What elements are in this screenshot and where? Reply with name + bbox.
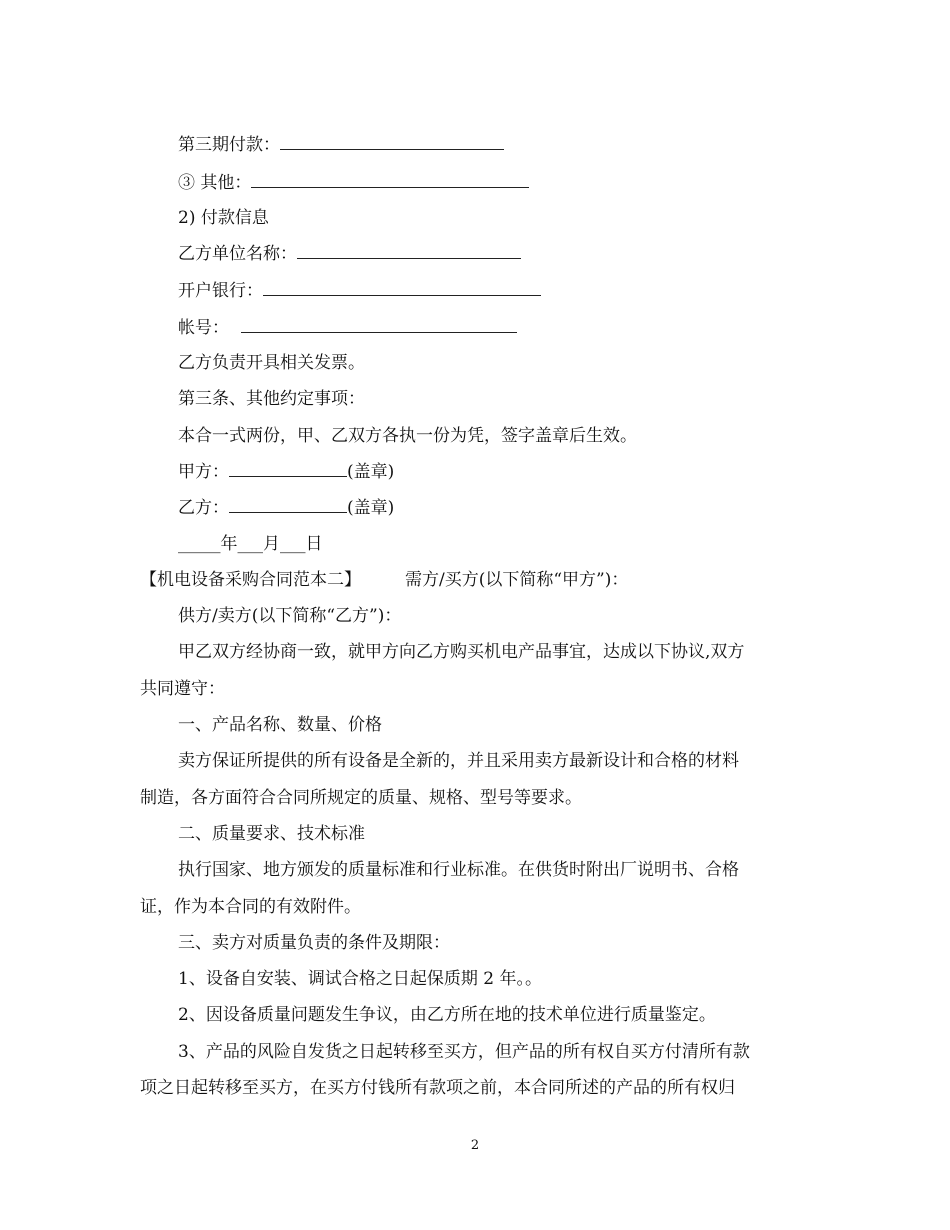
- section-two-heading: 二、质量要求、技术标准: [178, 824, 365, 844]
- party-a-sign-label: 甲方：: [178, 462, 229, 482]
- template-two-title: 【机电设备采购合同范本二】: [140, 570, 361, 590]
- account-blank[interactable]: [241, 318, 517, 333]
- section-one-para-line-2: 制造，各方面符合合同所规定的质量、规格、型号等要求。: [140, 788, 582, 808]
- third-payment-line: [178, 135, 818, 155]
- payment-info-heading: 2) 付款信息: [178, 208, 269, 228]
- account-label: 帐号：: [178, 318, 229, 338]
- agreement-para-line-2: 共同遵守：: [140, 679, 225, 699]
- party-b-sign-label: 乙方：: [178, 498, 229, 518]
- buyer-label: 需方/买方(以下简称“甲方”)：: [405, 570, 629, 590]
- seller-label: 供方/卖方(以下简称“乙方”)：: [178, 606, 402, 626]
- date-line: _____年___月___日: [178, 534, 323, 554]
- section-one-para-line-1: 卖方保证所提供的所有设备是全新的，并且采用卖方最新设计和合格的材料: [178, 751, 739, 771]
- party-b-seal-label: (盖章): [347, 498, 395, 518]
- article-three-heading: 第三条、其他约定事项：: [178, 389, 365, 409]
- third-payment-label: 第三期付款：: [178, 135, 280, 155]
- party-b-name-blank[interactable]: [297, 244, 521, 259]
- invoice-text: 乙方负责开具相关发票。: [178, 353, 365, 373]
- copies-text: 本合一式两份，甲、乙双方各执一份为凭，签字盖章后生效。: [178, 426, 637, 446]
- party-a-seal-label: (盖章): [347, 462, 395, 482]
- bank-label: 开户银行：: [178, 281, 263, 301]
- warranty-item-3-line-2: 项之日起转移至买方，在买方付钱所有款项之前，本合同所述的产品的所有权归: [140, 1078, 735, 1098]
- party-a-sign-line: [178, 462, 818, 482]
- other-blank[interactable]: [251, 173, 529, 188]
- section-three-heading: 三、卖方对质量负责的条件及期限：: [178, 933, 450, 953]
- section-one-heading: 一、产品名称、数量、价格: [178, 715, 382, 735]
- account-line: [178, 318, 818, 338]
- party-b-name-line: [178, 244, 818, 264]
- party-b-name-label: 乙方单位名称：: [178, 244, 297, 264]
- section-two-para-line-1: 执行国家、地方颁发的质量标准和行业标准。在供货时附出厂说明书、合格: [178, 860, 739, 880]
- page-number: 2: [470, 1138, 480, 1153]
- warranty-item-2: 2、因设备质量问题发生争议，由乙方所在地的技术单位进行质量鉴定。: [178, 1005, 716, 1025]
- warranty-item-1: 1、设备自安装、调试合格之日起保质期 2 年。。: [178, 969, 542, 989]
- other-label: ③ 其他：: [178, 173, 252, 193]
- warranty-item-3-line-1: 3、产品的风险自发货之日起转移至买方，但产品的所有权自买方付清所有款: [178, 1042, 750, 1062]
- party-b-sign-blank[interactable]: [229, 498, 347, 513]
- bank-line: [178, 281, 818, 301]
- agreement-para-line-1: 甲乙双方经协商一致，就甲方向乙方购买机电产品事宜，达成以下协议,双方: [178, 642, 745, 662]
- third-payment-blank[interactable]: [280, 135, 504, 150]
- party-b-sign-line: [178, 498, 818, 518]
- section-two-para-line-2: 证，作为本合同的有效附件。: [140, 897, 361, 917]
- party-a-sign-blank[interactable]: [229, 462, 347, 477]
- bank-blank[interactable]: [263, 281, 541, 296]
- other-line: [178, 173, 818, 193]
- template-two-title-line: [140, 570, 820, 590]
